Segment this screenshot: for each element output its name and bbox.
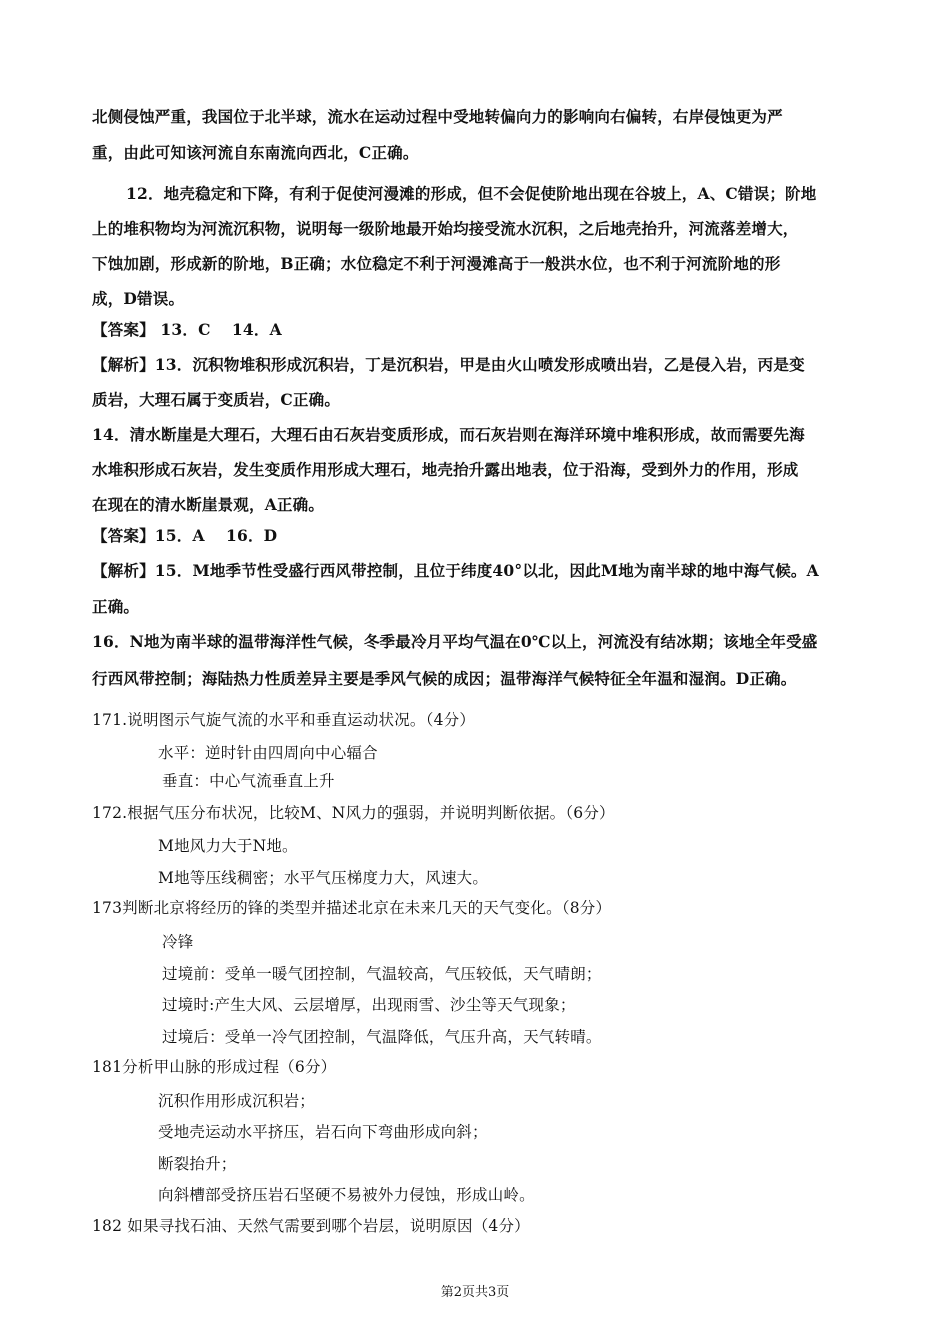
- text-line: 水堆积形成石灰岩，发生变质作用形成大理石，地壳抬升露出地表，位于沿海，受到外力的作用，形成: [92, 460, 799, 479]
- text-line: 北侧侵蚀严重，我国位于北半球，流水在运动过程中受地转偏向力的影响向右偏转，右岸侵蚀更为严: [92, 107, 783, 126]
- question-173: 173判断北京将经历的锋的类型并描述北京在未来几天的天气变化。（8分）: [92, 899, 612, 917]
- answer-text: 受地壳运动水平挤压，岩石向下弯曲形成向斜；: [158, 1123, 488, 1141]
- text-line: 在现在的清水断崖景观，A正确。: [92, 495, 325, 514]
- text-line: 12．地壳稳定和下降，有利于促使河漫滩的形成，但不会促使阶地出现在谷坡上，A、C错误；阶地: [126, 184, 817, 203]
- text-line: 14．清水断崖是大理石，大理石由石灰岩变质形成，而石灰岩则在海洋环境中堆积形成，故而需要先海: [92, 425, 805, 444]
- answer-text: 冷锋: [162, 933, 194, 951]
- answer-text: 水平：逆时针由四周向中心辐合: [158, 744, 378, 762]
- answer-text: M地等压线稠密；水平气压梯度力大，风速大。: [158, 869, 489, 887]
- answer-text: 过境后：受单一冷气团控制，气温降低，气压升高，天气转晴。: [162, 1028, 602, 1046]
- answer-text: 沉积作用形成沉积岩；: [158, 1092, 316, 1110]
- analysis-line: 【解析】13．沉积物堆积形成沉积岩，丁是沉积岩，甲是由火山喷发形成喷出岩，乙是侵入岩，丙是变: [92, 355, 805, 374]
- text-line: 正确。: [92, 597, 140, 616]
- text-line: 16．N地为南半球的温带海洋性气候，冬季最冷月平均气温在0℃以上，河流没有结冰期；该地全年受盛: [92, 632, 818, 651]
- answer-line: 【答案】15．A 16．D: [92, 526, 278, 545]
- question-181: 181分析甲山脉的形成过程（6分）: [92, 1058, 337, 1076]
- text-line: 重，由此可知该河流自东南流向西北，C正确。: [92, 143, 419, 162]
- text-line: 质岩，大理石属于变质岩，C正确。: [92, 390, 341, 409]
- text-line: 行西风带控制；海陆热力性质差异主要是季风气候的成因；温带海洋气候特征全年温和湿润。D正确。: [92, 669, 797, 688]
- answer-text: 断裂抬升；: [158, 1155, 237, 1173]
- answer-text: 过境前：受单一暖气团控制，气温较高，气压较低，天气晴朗；: [162, 965, 602, 983]
- answer-text: 向斜槽部受挤压岩石坚硬不易被外力侵蚀，形成山岭。: [158, 1186, 535, 1204]
- question-171: 171.说明图示气旋气流的水平和垂直运动状况。（4分）: [92, 711, 476, 729]
- answer-line: 【答案】 13．C 14．A: [92, 320, 282, 339]
- text-line: 下蚀加剧，形成新的阶地，B正确；水位稳定不利于河漫滩高于一般洪水位，也不利于河流阶地的形: [92, 254, 781, 273]
- answer-text: 垂直：中心气流垂直上升: [162, 772, 335, 790]
- analysis-line: 【解析】15．M地季节性受盛行西风带控制，且位于纬度40°以北，因此M地为南半球的地中海气候。A: [92, 561, 819, 580]
- text-line: 成，D错误。: [92, 289, 185, 308]
- answer-text: M地风力大于N地。: [158, 837, 298, 855]
- answer-text: 过境时:产生大风、云层增厚，出现雨雪、沙尘等天气现象；: [162, 996, 576, 1014]
- page-footer: 第2页共3页: [440, 1285, 510, 1300]
- question-182: 182 如果寻找石油、天然气需要到哪个岩层，说明原因（4分）: [92, 1217, 530, 1235]
- question-172: 172.根据气压分布状况，比较M、N风力的强弱，并说明判断依据。（6分）: [92, 804, 615, 822]
- text-line: 上的堆积物均为河流沉积物，说明每一级阶地最开始均接受流水沉积，之后地壳抬升，河流落差增大，: [92, 219, 799, 238]
